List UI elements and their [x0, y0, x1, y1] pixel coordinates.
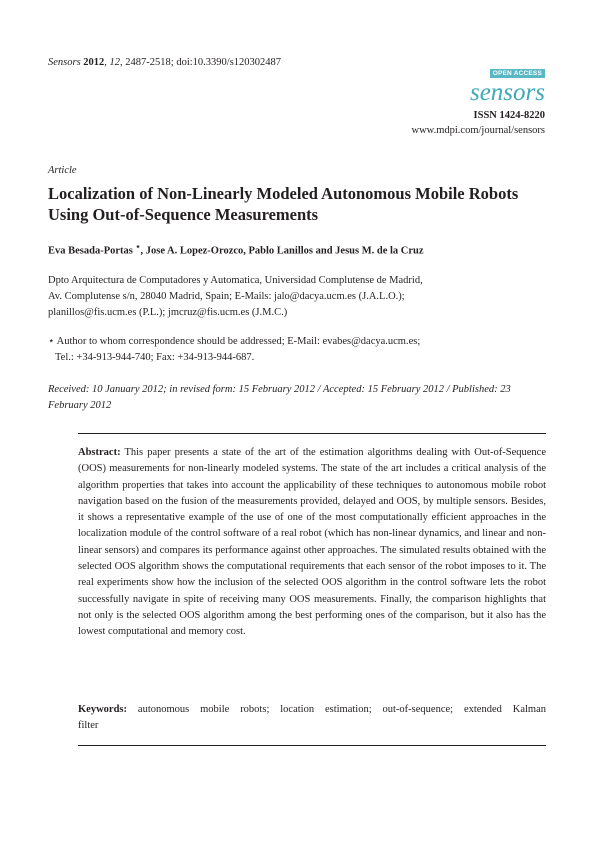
corresponding-mark: ⋆ [135, 242, 141, 251]
correspondence-line: ⋆ Author to whom correspondence should be addressed; E-Mail: evabes@dacya.ucm.es; [48, 336, 421, 347]
correspondence [48, 334, 528, 366]
abstract-top-rule [78, 433, 546, 434]
journal-logo: sensors [469, 79, 545, 106]
affiliation [48, 273, 528, 321]
affiliation-line: Dpto Arquitectura de Computadores y Automatica, Universidad Complutense de Madrid, [48, 275, 423, 286]
abstract [78, 445, 546, 641]
keywords-text: autonomous mobile robots; location estimation; out-of-sequence; extended Kalman filter [78, 704, 546, 731]
affiliation-line: Av. Complutense s/n, 28040 Madrid, Spain; E-Mails: jalo@dacya.ucm.es (J.A.L.O.); [48, 291, 405, 302]
citation-pages-doi: , 2487-2518; doi:10.3390/s120302487 [120, 57, 282, 68]
first-author: Eva Besada-Portas [48, 245, 133, 257]
article-type: Article [48, 165, 77, 176]
abstract-text: This paper presents a state of the art of the estimation algorithms dealing with Out-of-Sequence (OOS) measurements for non-linearly modeled systems. The state of the art includes a critical analysis of the algorithm properties that takes into account the applicability of these techniques to autonomous mobile robot navigation based on the fusion of the measurements provided, delayed and OOS, by multiple sensors. Besides, it shows a representative example of the use of one of the most computationally efficient approaches in the localization module of the control software of a real robot (which has non-linear dynamics, and linear and non-linear sensors) and compares its performance against other approaches. The simulated results obtained with the selected OOS algorithm shows the computational requirements that each sensor of the robot imposes to it. The real experiments show how the inclusion of the selected OOS algorithm in the control software lets the robot successfully navigate in spite of receiving many OOS measurements. Finally, the comparison highlights that not only is the selected OOS algorithm among the best performing ones of the comparison, but it also has the lowest computational and memory cost. [78, 447, 546, 638]
affiliation-line: planillos@fis.ucm.es (P.L.); jmcruz@fis.ucm.es (J.M.C.) [48, 307, 288, 318]
other-authors: , Jose A. Lopez-Orozco, Pablo Lanillos and Jesus M. de la Cruz [140, 245, 424, 257]
open-access-badge: OPEN ACCESS [490, 69, 545, 78]
issn: ISSN 1424-8220 [473, 110, 545, 121]
article-title: Localization of Non-Linearly Modeled Autonomous Mobile Robots Using Out-of-Sequence Measurements [48, 184, 519, 224]
abstract-bottom-rule [78, 745, 546, 746]
citation-year: 2012 [83, 57, 105, 68]
citation-line: Sensors 2012, 12, 2487-2518; doi:10.3390/s120302487 [48, 57, 282, 68]
journal-url[interactable]: www.mdpi.com/journal/sensors [411, 125, 545, 136]
publication-dates: Received: 10 January 2012; in revised form: 15 February 2012 / Accepted: 15 February 2012 / Published: 23 February 2012 [48, 384, 511, 411]
keywords-label: Keywords: [78, 704, 127, 715]
author-list [48, 242, 424, 257]
citation-volume: 12 [109, 57, 121, 68]
correspondence-line: Tel.: +34-913-944-740; Fax: +34-913-944-687. [55, 352, 255, 363]
abstract-label: Abstract: [78, 447, 121, 458]
journal-abbrev: Sensors [48, 57, 81, 68]
keywords [78, 702, 546, 734]
